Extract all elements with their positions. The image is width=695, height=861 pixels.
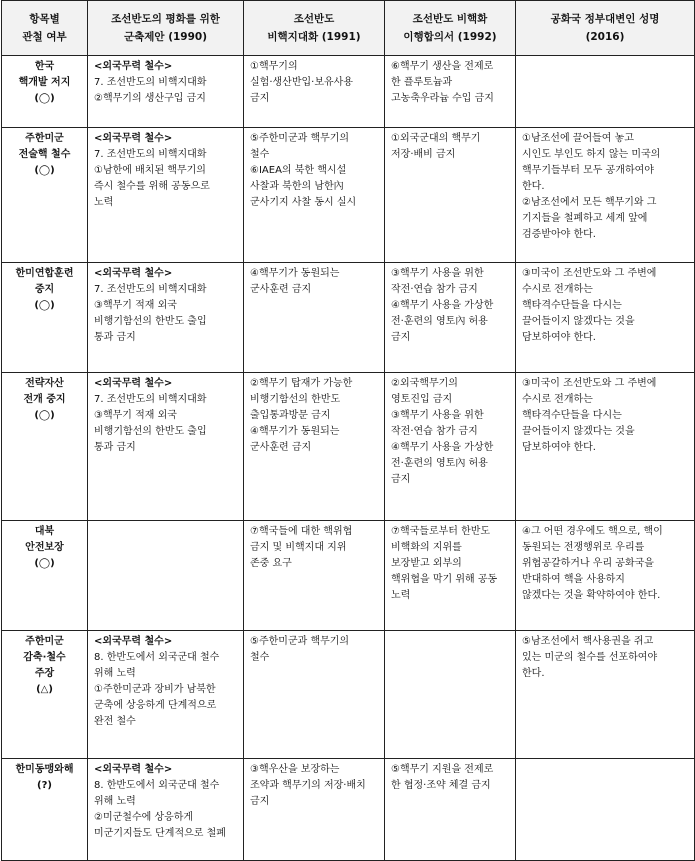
row-label-text: 주한미군 bbox=[25, 133, 64, 144]
header-row bbox=[2, 1, 695, 56]
table-cell bbox=[516, 373, 695, 521]
row-label-text: (◯) bbox=[34, 410, 55, 421]
table-body bbox=[2, 56, 695, 861]
row-label-text: 전략자산 bbox=[25, 378, 64, 389]
cell-line: 한 플루토늄과 bbox=[391, 77, 453, 88]
cell-line: 전·훈련의 영토內 허용 bbox=[391, 458, 488, 469]
cell-line: 군사기지 사찰 동시 실시 bbox=[250, 197, 357, 208]
cell-line: 비핵화의 지위를 bbox=[391, 542, 462, 553]
row-label-text: (◯) bbox=[34, 165, 55, 176]
cell-line: 고농축우라늄 수입 금지 bbox=[391, 93, 494, 104]
header-item bbox=[2, 1, 88, 56]
table-cell bbox=[516, 759, 695, 861]
table-cell bbox=[385, 373, 516, 521]
table-cell bbox=[244, 759, 385, 861]
header-text: 군축제안 (1990) bbox=[123, 31, 208, 43]
table-cell bbox=[244, 128, 385, 263]
header-text: 이행합의서 (1992) bbox=[403, 31, 497, 43]
cell-line: ②핵무기의 생산구입 금지 bbox=[94, 93, 206, 104]
row-label-text: 주장 bbox=[34, 668, 55, 679]
cell-title: <외국무력 철수> bbox=[94, 764, 173, 775]
table-cell bbox=[516, 631, 695, 759]
cell-line: ⑤주한미군과 핵무기의 bbox=[250, 133, 350, 144]
cell-line: ①남한에 배치된 핵무기의 bbox=[94, 165, 206, 176]
table-cell bbox=[88, 56, 244, 128]
cell-line: 전·훈련의 영토內 허용 bbox=[391, 316, 488, 327]
cell-line: 위해 노력 bbox=[94, 796, 136, 807]
cell-line: 위협공갈하거나 우리 공화국을 bbox=[522, 558, 654, 569]
cell-title: <외국무력 철수> bbox=[94, 636, 173, 647]
row-label bbox=[2, 263, 88, 373]
cell-line: 철수 bbox=[250, 149, 270, 160]
cell-line: ③핵무기 적재 외국 bbox=[94, 410, 177, 421]
table-cell bbox=[385, 263, 516, 373]
cell-line: 7. 조선반도의 비핵지대화 bbox=[94, 394, 207, 405]
table-cell bbox=[88, 759, 244, 861]
header-text: 공화국 정부대변인 성명 bbox=[550, 13, 660, 25]
cell-line: ②외국핵무기의 bbox=[391, 378, 458, 389]
cell-title: <외국무력 철수> bbox=[94, 378, 173, 389]
cell-line: 군사훈련 금지 bbox=[250, 284, 312, 295]
row-label-text: 안전보장 bbox=[25, 542, 64, 553]
cell-line: 완전 철수 bbox=[94, 716, 136, 727]
cell-line: 수시로 전개하는 bbox=[522, 394, 593, 405]
cell-line: 한다. bbox=[522, 668, 545, 679]
cell-line: ③핵우산을 보장하는 bbox=[250, 764, 340, 775]
table-cell bbox=[385, 128, 516, 263]
cell-line: 노력 bbox=[391, 590, 411, 601]
cell-line: 7. 조선반도의 비핵지대화 bbox=[94, 77, 207, 88]
row-label-text: 감축·철수 bbox=[23, 652, 66, 663]
cell-line: ⑥IAEA의 북한 핵시설 bbox=[250, 165, 347, 176]
cell-line: 수시로 전개하는 bbox=[522, 284, 593, 295]
cell-line: 작전·연습 참가 금지 bbox=[391, 426, 478, 437]
row-label-text: 핵개발 저지 bbox=[18, 77, 71, 88]
header-text: 비핵지대화 (1991) bbox=[267, 31, 361, 43]
table-cell bbox=[516, 128, 695, 263]
table-cell bbox=[516, 263, 695, 373]
cell-line: ④핵무기가 동원되는 bbox=[250, 426, 340, 437]
header-text: (2016) bbox=[585, 31, 625, 43]
header-nuclear-free-zone-1991 bbox=[244, 1, 385, 56]
cell-line: 존중 요구 bbox=[250, 558, 292, 569]
header-denuclearization-1992 bbox=[385, 1, 516, 56]
cell-line: 금지 bbox=[391, 474, 411, 485]
row-label-text: (△) bbox=[36, 684, 53, 695]
table-cell bbox=[244, 263, 385, 373]
cell-line: 핵타격수단들을 다시는 bbox=[522, 300, 622, 311]
table-cell bbox=[88, 631, 244, 759]
cell-line: ④핵무기 사용을 가상한 bbox=[391, 442, 494, 453]
cell-line: 담보하여야 한다. bbox=[522, 332, 596, 343]
table-cell bbox=[385, 521, 516, 631]
cell-line: 조약과 핵무기의 저장·배치 bbox=[250, 780, 366, 791]
cell-line: ⑤핵무기 지원을 전제로 bbox=[391, 764, 494, 775]
row-label bbox=[2, 631, 88, 759]
cell-line: 한다. bbox=[522, 181, 545, 192]
table-row bbox=[2, 128, 695, 263]
table-cell bbox=[88, 373, 244, 521]
cell-line: 핵타격수단들을 다시는 bbox=[522, 410, 622, 421]
cell-line: ③미국이 조선반도와 그 주변에 bbox=[522, 378, 657, 389]
cell-line: 비행기함선의 한반도 bbox=[250, 394, 341, 405]
row-label-text: 중지 bbox=[34, 284, 55, 295]
cell-line: 있는 미군의 철수를 선포하여야 bbox=[522, 652, 658, 663]
row-label-text: (?) bbox=[37, 780, 52, 791]
cell-line: ①외국군대의 핵무기 bbox=[391, 133, 481, 144]
row-label-text: 한미동맹와해 bbox=[15, 764, 74, 775]
row-label-text: (◯) bbox=[34, 558, 55, 569]
cell-line: 7. 조선반도의 비핵지대화 bbox=[94, 149, 207, 160]
cell-line: 핵위협을 막기 위해 공동 bbox=[391, 574, 498, 585]
cell-line: ②미군철수에 상응하게 bbox=[94, 812, 194, 823]
header-text: 조선반도 bbox=[293, 13, 335, 25]
cell-line: 금지 bbox=[250, 796, 270, 807]
row-label-text: 한미연합훈련 bbox=[15, 268, 74, 279]
cell-line: 사찰과 북한의 남한內 bbox=[250, 181, 344, 192]
table-row bbox=[2, 521, 695, 631]
cell-line: 한 협정·조약 체결 금지 bbox=[391, 780, 491, 791]
cell-line: 비행기함선의 한반도 출입 bbox=[94, 426, 207, 437]
cell-line: 동원되는 전쟁행위로 우리를 bbox=[522, 542, 645, 553]
row-label bbox=[2, 373, 88, 521]
cell-title: <외국무력 철수> bbox=[94, 61, 173, 72]
cell-line: 않겠다는 것을 확약하여야 한다. bbox=[522, 590, 661, 601]
cell-line: ⑦핵국들에 대한 핵위협 bbox=[250, 526, 353, 537]
cell-line: 작전·연습 참가 금지 bbox=[391, 284, 478, 295]
table-row bbox=[2, 263, 695, 373]
row-label bbox=[2, 56, 88, 128]
cell-line: 즉시 철수를 위해 공동으로 bbox=[94, 181, 210, 192]
cell-line: ③핵무기 사용을 위한 bbox=[391, 268, 484, 279]
row-label bbox=[2, 128, 88, 263]
cell-line: 담보하여야 한다. bbox=[522, 442, 596, 453]
header-text: 조선반도의 평화를 위한 bbox=[111, 13, 220, 25]
cell-line: 7. 조선반도의 비핵지대화 bbox=[94, 284, 207, 295]
table-row bbox=[2, 759, 695, 861]
cell-line: 통과 금지 bbox=[94, 442, 136, 453]
cell-line: 시인도 부인도 하지 않는 미국의 bbox=[522, 149, 661, 160]
row-label-text: 한국 bbox=[34, 61, 55, 72]
cell-line: ⑤남조선에서 핵사용권을 쥐고 bbox=[522, 636, 654, 647]
cell-line: 끌어들이지 않겠다는 것을 bbox=[522, 426, 635, 437]
cell-line: 검증받아야 한다. bbox=[522, 229, 596, 240]
cell-line: 반대하여 핵을 사용하지 bbox=[522, 574, 625, 585]
cell-line: 군축에 상응하게 단계적으로 bbox=[94, 700, 217, 711]
cell-line: 기지들을 철폐하고 세계 앞에 bbox=[522, 213, 648, 224]
cell-line: ②핵무기 탑재가 가능한 bbox=[250, 378, 353, 389]
cell-line: 미군기지들도 단계적으로 철폐 bbox=[94, 828, 226, 839]
table-row bbox=[2, 631, 695, 759]
cell-line: 영토진입 금지 bbox=[391, 394, 453, 405]
row-label bbox=[2, 759, 88, 861]
cell-line: 끌어들이지 않겠다는 것을 bbox=[522, 316, 635, 327]
cell-line: ③미국이 조선반도와 그 주변에 bbox=[522, 268, 657, 279]
cell-line: 위해 노력 bbox=[94, 668, 136, 679]
row-label-text: 전개 중지 bbox=[23, 394, 66, 405]
table-cell bbox=[88, 263, 244, 373]
table-cell bbox=[385, 631, 516, 759]
table-cell bbox=[244, 631, 385, 759]
cell-line: ④그 어떤 경우에도 핵으로, 핵이 bbox=[522, 526, 663, 537]
header-disarmament-1990 bbox=[88, 1, 244, 56]
cell-line: ③핵무기 사용을 위한 bbox=[391, 410, 484, 421]
cell-line: 철수 bbox=[250, 652, 270, 663]
cell-line: 금지 bbox=[250, 93, 270, 104]
cell-line: 보장받고 외부의 bbox=[391, 558, 462, 569]
cell-title: <외국무력 철수> bbox=[94, 133, 173, 144]
table-cell bbox=[88, 128, 244, 263]
cell-line: ①남조선에 끌어들여 놓고 bbox=[522, 133, 634, 144]
comparison-table bbox=[1, 0, 695, 861]
cell-line: 비행기함선의 한반도 출입 bbox=[94, 316, 207, 327]
cell-line: ②남조선에서 모든 핵무기와 그 bbox=[522, 197, 657, 208]
row-label-text: 대북 bbox=[34, 526, 55, 537]
row-label-text: (◯) bbox=[34, 300, 55, 311]
table-cell bbox=[385, 56, 516, 128]
cell-title: <외국무력 철수> bbox=[94, 268, 173, 279]
cell-line: ④핵무기 사용을 가상한 bbox=[391, 300, 494, 311]
cell-line: 핵무기들부터 모두 공개하여야 bbox=[522, 165, 654, 176]
cell-line: ⑦핵국들로부터 한반도 bbox=[391, 526, 491, 537]
cell-line: 군사훈련 금지 bbox=[250, 442, 312, 453]
table-cell bbox=[385, 759, 516, 861]
row-label-text: (◯) bbox=[34, 93, 55, 104]
row-label-text: 주한미군 bbox=[25, 636, 64, 647]
cell-line: 8. 한반도에서 외국군대 철수 bbox=[94, 652, 220, 663]
cell-line: 통과 금지 bbox=[94, 332, 136, 343]
cell-line: ③핵무기 적재 외국 bbox=[94, 300, 177, 311]
table-cell bbox=[516, 521, 695, 631]
row-label bbox=[2, 521, 88, 631]
table-cell bbox=[516, 56, 695, 128]
cell-line: ①핵무기의 bbox=[250, 61, 298, 72]
cell-line: 실험·생산반입·보유사용 bbox=[250, 77, 353, 88]
cell-line: ⑥핵무기 생산을 전제로 bbox=[391, 61, 494, 72]
header-text: 관철 여부 bbox=[22, 31, 67, 43]
table-cell bbox=[88, 521, 244, 631]
table-cell bbox=[244, 56, 385, 128]
table-row bbox=[2, 56, 695, 128]
cell-line: 금지 및 비핵지대 지위 bbox=[250, 542, 347, 553]
cell-line: ④핵무기가 동원되는 bbox=[250, 268, 340, 279]
table-cell bbox=[244, 521, 385, 631]
cell-line: ①주한미군과 장비가 남북한 bbox=[94, 684, 216, 695]
header-text: 조선반도 비핵화 bbox=[412, 13, 488, 25]
cell-line: 금지 bbox=[391, 332, 411, 343]
row-label-text: 전술핵 철수 bbox=[18, 149, 71, 160]
cell-line: 출입통과방문 금지 bbox=[250, 410, 331, 421]
header-text: 항목별 bbox=[29, 13, 60, 25]
cell-line: 저장·배비 금지 bbox=[391, 149, 456, 160]
header-statement-2016 bbox=[516, 1, 695, 56]
cell-line: 8. 한반도에서 외국군대 철수 bbox=[94, 780, 220, 791]
table-row bbox=[2, 373, 695, 521]
cell-line: ⑤주한미군과 핵무기의 bbox=[250, 636, 350, 647]
cell-line: 노력 bbox=[94, 197, 114, 208]
table-cell bbox=[244, 373, 385, 521]
